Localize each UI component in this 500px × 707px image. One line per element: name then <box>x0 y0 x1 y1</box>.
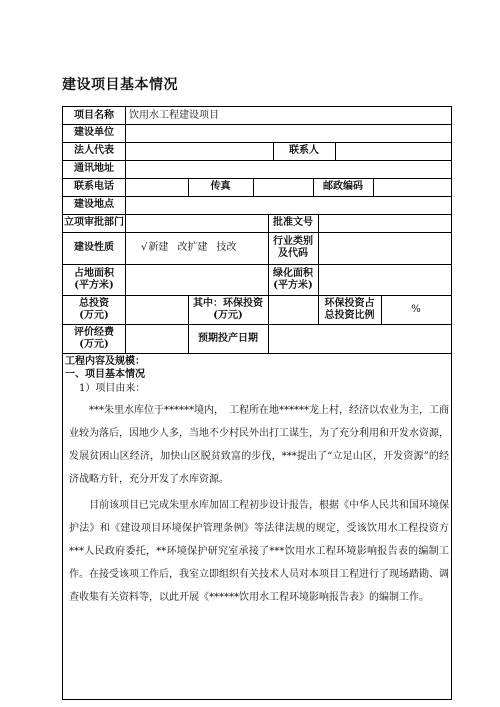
fax-label: 传真 <box>210 181 231 192</box>
address-label: 通讯地址 <box>74 163 114 174</box>
col-divider <box>318 214 319 295</box>
document-title: 建设项目基本情况 <box>62 77 178 93</box>
col-divider <box>125 107 126 353</box>
production-date-label: 预期投产日期 <box>198 332 258 344</box>
postal-code-label: 邮政编码 <box>323 181 363 192</box>
total-investment-label <box>63 295 125 324</box>
phone-label: 联系电话 <box>74 181 114 192</box>
land-area-line2: (平方米) <box>74 279 114 291</box>
approval-doc-label: 批准文号 <box>273 217 313 228</box>
site-label: 建设地点 <box>74 199 114 210</box>
project-content-section <box>63 353 451 609</box>
eval-budget-line2: (万元) <box>79 338 109 350</box>
project-name-label: 项目名称 <box>74 109 114 121</box>
env-ratio-label <box>318 295 381 324</box>
contact-label: 联系人 <box>289 145 319 156</box>
industry-code-label <box>268 232 318 264</box>
industry-label-line1: 行业类别 <box>273 236 313 247</box>
option-new: 新建 <box>148 242 169 253</box>
eval-budget-line1: 评价经费 <box>74 326 114 338</box>
green-area-line2: (平方米) <box>273 279 313 291</box>
env-investment-label <box>188 295 268 324</box>
checkmark-icon: √ <box>141 242 148 253</box>
green-area-label <box>268 264 318 295</box>
project-name-value: 饮用水工程建设项目 <box>129 109 219 121</box>
col-divider <box>373 178 374 196</box>
col-divider <box>335 142 336 160</box>
total-investment-line2: (万元) <box>79 309 109 321</box>
env-ratio-unit: % <box>411 303 421 315</box>
col-divider <box>268 295 269 353</box>
land-area-line1: 占地面积 <box>74 267 114 279</box>
option-expand: 改扩建 <box>177 242 208 253</box>
env-ratio-line2: 总投资比例 <box>324 309 375 321</box>
construction-nature-label: 建设性质 <box>74 242 114 253</box>
env-ratio-line1: 环保投资占 <box>324 297 375 309</box>
eval-budget-label <box>63 324 125 353</box>
col-divider <box>253 178 254 196</box>
industry-label-line2: 及代码 <box>278 248 308 259</box>
green-area-line1: 绿化面积 <box>273 267 313 279</box>
builder-label: 建设单位 <box>74 127 114 138</box>
paragraph: ***朱里水库位于******境内， 工程所在地******龙上村，经济以农业为主，工商业较为落后，因地少人多，当地不少村民外出打工谋生，为了充分利用和开发水资源，发展贫困山区经济，加快山区脱贫致富的步伐，***提出了“立足山区，开发资源”的经济战略方针，充分开发了水库资源。 <box>69 405 449 485</box>
legal-rep-label: 法人代表 <box>74 145 114 156</box>
content-heading: 工程内容及规模： <box>65 356 145 367</box>
land-area-label <box>63 264 125 295</box>
env-investment-line1: 其中：环保投资 <box>193 297 263 309</box>
approval-dept-label: 立项审批部门 <box>64 217 124 228</box>
total-investment-line1: 总投资 <box>79 297 109 309</box>
env-investment-line2: (万元) <box>213 309 243 321</box>
paragraph: 目前该项目已完成朱里水库加固工程初步设计报告，根据《中华人民共和国环境保护法》和《建设项目环境保护管理条例》等法律法规的规定，受该饮用水工程投资方***人民政府委托，**环境保护研究室承接了***饮用水工程环境影响报告表的编制工作。在接受该项工作后，我室立即组织有关技术人员对本项目工程进行了现场踏勘、调查收集有关资料等，以此开展《******饮用水工程环境影响报告表》的编制工作。 <box>69 500 449 603</box>
project-info-form <box>62 106 452 700</box>
subsection-heading: 1）项目由来： <box>79 383 146 394</box>
section-heading: 一、项目基本情况 <box>65 369 145 380</box>
construction-nature-options <box>141 232 236 264</box>
option-tech-upgrade: 技改 <box>216 242 237 253</box>
